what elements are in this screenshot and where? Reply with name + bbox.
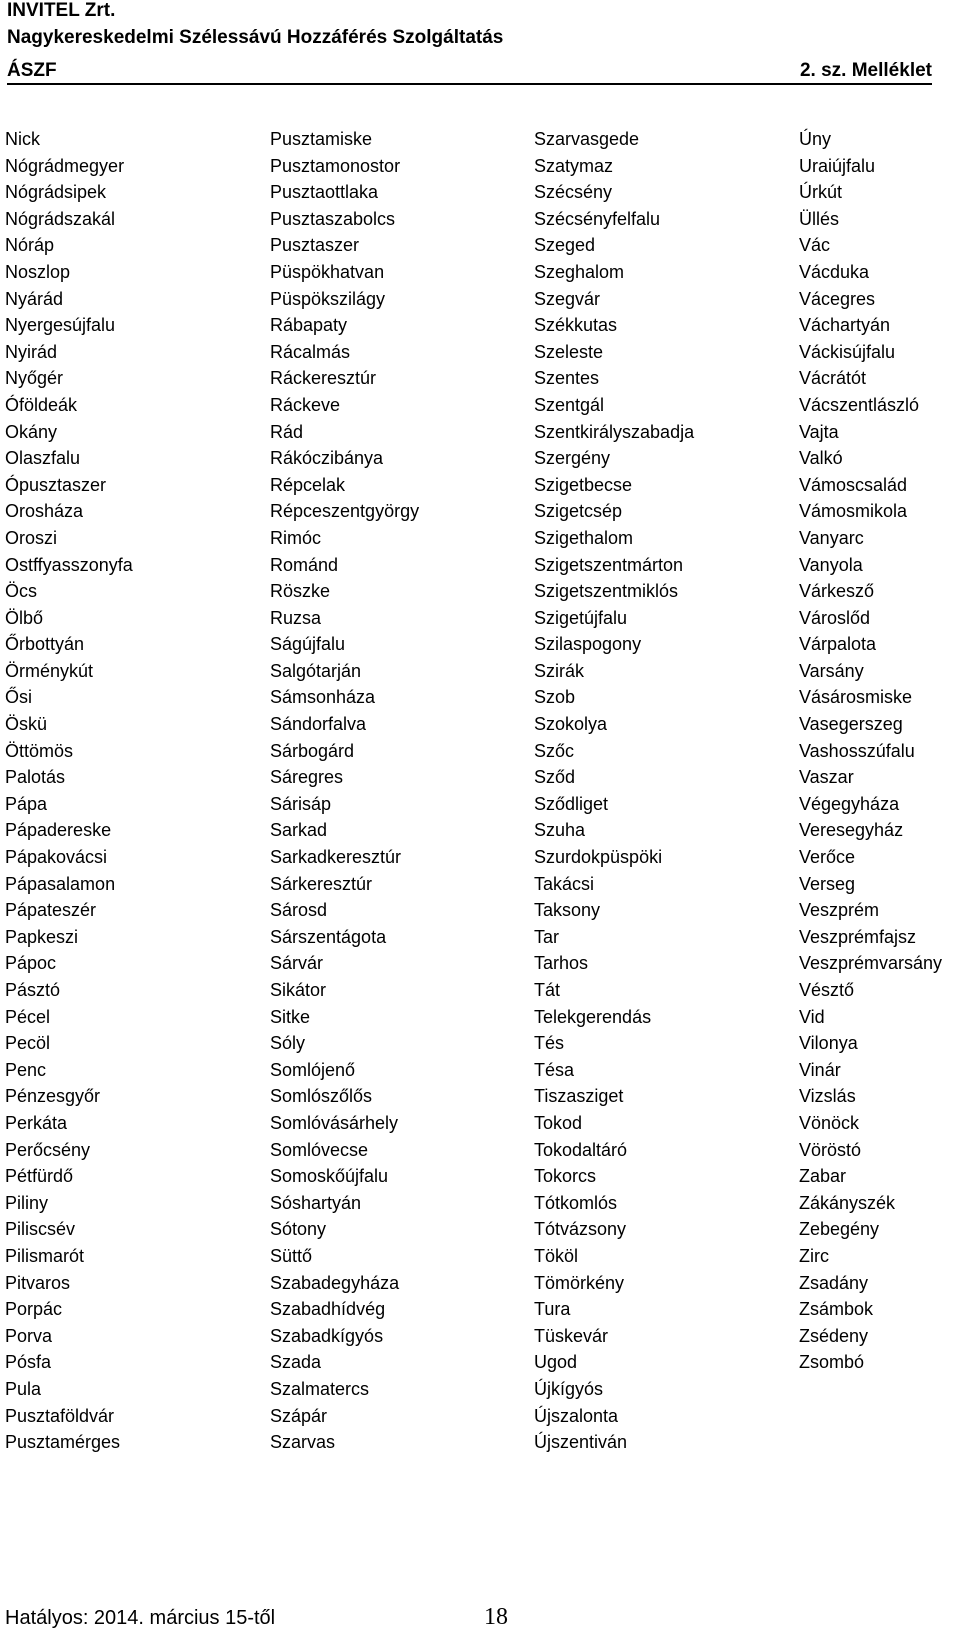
- settlement-name: Szigetújfalu: [534, 607, 628, 628]
- settlement-name: Vashosszúfalu: [799, 740, 915, 761]
- settlement-name: Perkáta: [5, 1112, 68, 1133]
- settlement-name: Tát: [534, 980, 561, 1000]
- settlement-name: Takácsi: [534, 873, 595, 894]
- settlement-name: Verseg: [799, 873, 856, 894]
- settlement-name: Üllés: [799, 208, 840, 229]
- settlement-name: Szentes: [534, 368, 600, 389]
- settlement-name: Váckisújfalu: [799, 341, 896, 362]
- settlement-name: Szokolya: [534, 714, 608, 735]
- settlement-name: Szigetbecse: [534, 474, 633, 495]
- settlement-name: Sámsonháza: [270, 687, 376, 708]
- settlement-name: Szeleste: [534, 341, 604, 362]
- settlement-name: Pusztamiske: [270, 129, 373, 149]
- appendix-label: 2. sz. Melléklet: [799, 60, 932, 81]
- settlement-name: Úrkút: [799, 182, 843, 203]
- settlement-name: Sótony: [270, 1219, 327, 1240]
- settlement-name: Tótkomlós: [534, 1192, 618, 1213]
- settlement-name: Újszentiván: [534, 1432, 628, 1453]
- effective-date: Hatályos: 2014. március 15-től: [5, 1607, 276, 1629]
- settlement-name: Pecöl: [5, 1033, 51, 1054]
- settlement-name: Vajta: [799, 421, 839, 442]
- settlement-name: Rábapaty: [270, 315, 348, 336]
- settlement-name: Püspökszilágy: [270, 288, 386, 309]
- settlement-name: Újszalonta: [534, 1405, 619, 1426]
- settlement-name: Ölbő: [5, 607, 44, 628]
- settlement-name: Veszprémvarsány: [799, 953, 943, 974]
- settlement-name: Noszlop: [5, 261, 71, 282]
- settlement-name: Pétfürdő: [5, 1166, 74, 1187]
- settlement-name: Vámosmikola: [799, 501, 908, 522]
- settlement-name: Répceszentgyörgy: [270, 501, 420, 522]
- settlement-name: Tüskevár: [534, 1325, 609, 1346]
- settlement-name: Pusztaszabolcs: [270, 208, 396, 229]
- settlement-name: Sződ: [534, 767, 576, 788]
- settlement-name: Vácduka: [799, 261, 870, 282]
- settlement-name: Szentkirályszabadja: [534, 421, 695, 442]
- header-rule-line: [7, 60, 932, 85]
- settlement-name: Püspökhatvan: [270, 261, 385, 282]
- settlement-column-4: [799, 126, 942, 1376]
- settlement-name: Vasegerszeg: [799, 714, 903, 735]
- settlement-name: Pápadereske: [5, 820, 112, 841]
- service-title: Nagykereskedelmi Szélessávú Hozzáférés Szolgáltatás: [7, 27, 504, 48]
- settlement-name: Szentgál: [534, 394, 605, 415]
- settlement-name: Nyőgér: [5, 368, 64, 389]
- settlement-name: Vámoscsalád: [799, 474, 908, 495]
- settlement-name: Veszprém: [799, 900, 880, 921]
- settlement-name: Veresegyház: [799, 820, 904, 841]
- settlement-name: Óföldeák: [5, 394, 78, 415]
- settlement-name: Vid: [799, 1006, 825, 1027]
- settlement-name: Zsámbok: [799, 1299, 874, 1320]
- settlement-name: Pósfa: [5, 1352, 52, 1373]
- settlement-name: Sződliget: [534, 793, 609, 814]
- settlement-name: Szabadhídvég: [270, 1299, 386, 1320]
- settlement-name: Vácrátót: [799, 368, 867, 389]
- settlement-name: Nyárád: [5, 288, 64, 309]
- settlement-name: Röszke: [270, 581, 331, 602]
- settlement-name: Szilaspogony: [534, 634, 642, 655]
- settlement-name: Vésztő: [799, 980, 855, 1000]
- settlement-name: Sarkadkeresztúr: [270, 847, 402, 868]
- settlement-name: Rád: [270, 421, 304, 442]
- settlement-name: Pásztó: [5, 980, 61, 1000]
- settlement-name: Tokodaltáró: [534, 1139, 628, 1160]
- settlement-name: Zsadány: [799, 1272, 869, 1293]
- settlement-name: Zákányszék: [799, 1192, 896, 1213]
- settlement-name: Szarvasgede: [534, 129, 640, 149]
- settlement-name: Vöröstó: [799, 1139, 862, 1160]
- settlement-name: Vácszentlászló: [799, 394, 920, 415]
- settlement-name: Piliny: [5, 1192, 49, 1213]
- settlement-name: Tokorcs: [534, 1166, 597, 1187]
- settlement-name: Ráckeve: [270, 394, 341, 415]
- settlement-name: Sárosd: [270, 900, 328, 921]
- settlement-name: Oroszi: [5, 527, 58, 548]
- settlement-name: Perőcsény: [5, 1139, 91, 1160]
- settlement-name: Ráckeresztúr: [270, 368, 377, 389]
- settlement-name: Szarvas: [270, 1432, 336, 1453]
- settlement-name: Salgótarján: [270, 660, 362, 681]
- settlement-name: Várpalota: [799, 634, 877, 655]
- settlement-name: Somlóvecse: [270, 1139, 369, 1160]
- settlement-name: Ostffyasszonyfa: [5, 554, 133, 575]
- settlement-name: Tura: [534, 1299, 571, 1320]
- settlement-name: Somlószőlős: [270, 1086, 373, 1107]
- settlement-name: Szécsényfelfalu: [534, 208, 661, 229]
- settlement-name: Ősi: [5, 687, 32, 708]
- settlement-name: Sárkeresztúr: [270, 873, 373, 894]
- settlement-name: Szurdokpüspöki: [534, 847, 663, 868]
- settlement-name: Székkutas: [534, 315, 618, 336]
- settlement-name: Taksony: [534, 900, 601, 921]
- settlement-name: Sikátor: [270, 980, 327, 1000]
- settlement-name: Szuha: [534, 820, 586, 841]
- settlement-name: Románd: [270, 554, 339, 575]
- settlement-name: Pusztamonostor: [270, 155, 401, 176]
- settlement-name: Nógrádmegyer: [5, 155, 125, 176]
- settlement-name: Vaszar: [799, 767, 854, 788]
- company-name: INVITEL Zrt.: [7, 0, 116, 21]
- settlement-name: Vác: [799, 235, 831, 256]
- settlement-name: Somoskőújfalu: [270, 1166, 389, 1187]
- settlement-name: Pula: [5, 1378, 42, 1399]
- settlement-name: Ópusztaszer: [5, 474, 107, 495]
- settlement-name: Őrbottyán: [5, 634, 85, 655]
- settlement-name: Tarhos: [534, 953, 589, 974]
- settlement-name: Szergény: [534, 448, 611, 469]
- settlement-name: Pápoc: [5, 953, 57, 974]
- settlement-name: Végegyháza: [799, 793, 900, 814]
- settlement-name: Szigetszentmárton: [534, 554, 684, 575]
- settlement-name: Pusztaottlaka: [270, 182, 379, 203]
- settlement-name: Tököl: [534, 1245, 579, 1266]
- settlement-name: Zabar: [799, 1166, 847, 1187]
- settlement-name: Zebegény: [799, 1219, 880, 1240]
- settlement-name: Örménykút: [5, 660, 94, 681]
- settlement-name: Sárvár: [270, 953, 324, 974]
- settlement-name: Szigetcsép: [534, 501, 623, 522]
- settlement-name: Uraiújfalu: [799, 155, 876, 176]
- settlement-name: Szeged: [534, 235, 596, 256]
- document-code: ÁSZF: [7, 60, 57, 81]
- settlement-name: Tokod: [534, 1112, 583, 1133]
- settlement-name: Penc: [5, 1059, 47, 1080]
- settlement-name: Öttömös: [5, 740, 74, 761]
- settlement-name: Nyergesújfalu: [5, 315, 116, 336]
- settlement-name: Szeghalom: [534, 261, 625, 282]
- settlement-name: Piliscsév: [5, 1219, 76, 1240]
- settlement-name: Süttő: [270, 1245, 313, 1266]
- settlement-name: Pusztaszer: [270, 235, 360, 256]
- settlement-name: Szécsény: [534, 182, 613, 203]
- settlement-name: Okány: [5, 421, 58, 442]
- settlement-name: Sáregres: [270, 767, 344, 788]
- settlement-name: Ruzsa: [270, 607, 322, 628]
- settlement-name: Váchartyán: [799, 315, 891, 336]
- settlement-name: Szabadkígyós: [270, 1325, 384, 1346]
- settlement-name: Szápár: [270, 1405, 328, 1426]
- settlement-name: Zsombó: [799, 1352, 865, 1373]
- settlement-name: Nyirád: [5, 341, 58, 362]
- settlement-name: Vönöck: [799, 1112, 860, 1133]
- settlement-name: Öcs: [5, 581, 38, 602]
- settlement-name: Somlóvásárhely: [270, 1112, 399, 1133]
- settlement-name: Vinár: [799, 1059, 841, 1080]
- settlement-name: Rimóc: [270, 527, 322, 548]
- settlement-name: Verőce: [799, 847, 856, 868]
- settlement-name: Telekgerendás: [534, 1006, 652, 1027]
- settlement-name: Nick: [5, 129, 40, 149]
- settlement-name: Szőc: [534, 740, 575, 761]
- settlement-name: Szob: [534, 687, 576, 708]
- settlement-name: Valkó: [799, 448, 843, 469]
- settlement-name: Szigethalom: [534, 527, 634, 548]
- settlement-name: Tés: [534, 1033, 565, 1054]
- settlement-name: Répcelak: [270, 474, 346, 495]
- settlement-column-3: [534, 126, 694, 1456]
- settlement-name: Úny: [799, 129, 832, 149]
- settlement-name: Palotás: [5, 767, 66, 788]
- settlement-name: Ugod: [534, 1352, 578, 1373]
- settlement-name: Nógrádszakál: [5, 208, 116, 229]
- settlement-name: Varsány: [799, 660, 864, 681]
- settlement-name: Papkeszi: [5, 926, 79, 947]
- settlement-name: Vilonya: [799, 1033, 858, 1054]
- settlement-name: Pápakovácsi: [5, 847, 108, 868]
- settlement-name: Várkesző: [799, 581, 875, 602]
- settlement-name: Öskü: [5, 714, 48, 735]
- settlement-name: Sándorfalva: [270, 714, 367, 735]
- settlement-name: Porpác: [5, 1299, 63, 1320]
- settlement-name: Tésa: [534, 1059, 575, 1080]
- settlement-name: Sárbogárd: [270, 740, 355, 761]
- settlement-name: Somlójenő: [270, 1059, 356, 1080]
- page-number: 18: [484, 1604, 508, 1630]
- settlement-name: Rácalmás: [270, 341, 351, 362]
- settlement-column-2: [270, 126, 419, 1456]
- settlement-name: Tar: [534, 926, 560, 947]
- settlement-name: Pilismarót: [5, 1245, 85, 1266]
- settlement-name: Pécel: [5, 1006, 51, 1027]
- settlement-name: Tótvázsony: [534, 1219, 627, 1240]
- settlement-name: Nóráp: [5, 235, 55, 256]
- settlement-name: Zirc: [799, 1245, 829, 1266]
- settlement-name: Pápateszér: [5, 900, 97, 921]
- settlement-name: Szatymaz: [534, 155, 614, 176]
- settlement-name: Orosháza: [5, 501, 84, 522]
- settlement-name: Sóly: [270, 1033, 306, 1054]
- settlement-name: Sóshartyán: [270, 1192, 362, 1213]
- settlement-name: Rákóczibánya: [270, 448, 384, 469]
- settlement-name: Veszprémfajsz: [799, 926, 917, 947]
- settlement-name: Olaszfalu: [5, 448, 81, 469]
- settlement-name: Tömörkény: [534, 1272, 625, 1293]
- settlement-name: Pápa: [5, 793, 48, 814]
- settlement-name: Sárszentágota: [270, 926, 387, 947]
- settlement-name: Szada: [270, 1352, 322, 1373]
- settlement-name: Sitke: [270, 1006, 311, 1027]
- settlement-name: Sarkad: [270, 820, 328, 841]
- settlement-name: Sárisáp: [270, 793, 332, 814]
- settlement-column-1: [5, 126, 133, 1456]
- settlement-name: Tiszasziget: [534, 1086, 624, 1107]
- settlement-name: Pénzesgyőr: [5, 1086, 101, 1107]
- settlement-name: Vanyola: [799, 554, 863, 575]
- settlement-name: Városlőd: [799, 607, 871, 628]
- settlement-name: Porva: [5, 1325, 53, 1346]
- settlement-name: Pusztamérges: [5, 1432, 121, 1453]
- settlement-name: Szabadegyháza: [270, 1272, 400, 1293]
- settlement-name: Szirák: [534, 660, 585, 681]
- settlement-name: Vásárosmiske: [799, 687, 913, 708]
- settlement-name: Nógrádsipek: [5, 182, 107, 203]
- settlement-name: Szigetszentmiklós: [534, 581, 679, 602]
- settlement-name: Újkígyós: [534, 1378, 604, 1399]
- settlement-name: Zsédeny: [799, 1325, 869, 1346]
- settlement-name: Vácegres: [799, 288, 876, 309]
- settlement-name: Szalmatercs: [270, 1378, 370, 1399]
- settlement-name: Vizslás: [799, 1086, 856, 1107]
- settlement-name: Pitvaros: [5, 1272, 71, 1293]
- settlement-name: Ságújfalu: [270, 634, 346, 655]
- settlement-name: Vanyarc: [799, 527, 864, 548]
- settlement-name: Pápasalamon: [5, 873, 116, 894]
- settlement-name: Pusztaföldvár: [5, 1405, 115, 1426]
- settlement-name: Szegvár: [534, 288, 601, 309]
